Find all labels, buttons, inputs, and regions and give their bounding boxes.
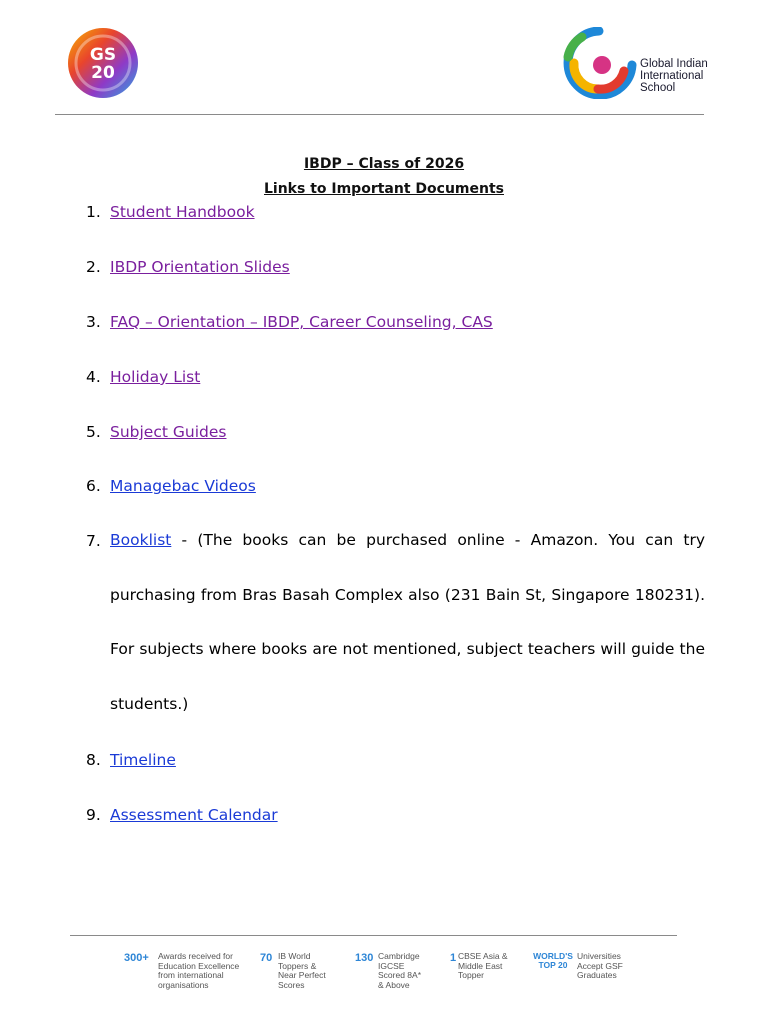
stat-line: Awards received for (158, 951, 233, 961)
list-number: 4. (86, 368, 101, 386)
gs20-logo (67, 27, 139, 99)
list-number: 5. (86, 423, 101, 441)
header-divider (55, 114, 704, 115)
document-subtitle: Links to Important Documents (264, 181, 504, 197)
document-title: IBDP – Class of 2026 (303, 156, 465, 172)
stat-line: Universities (577, 951, 621, 961)
student-handbook-link[interactable]: Student Handbook (110, 203, 255, 221)
faq-orientation-link[interactable]: FAQ – Orientation – IBDP, Career Counseling, CAS (110, 313, 493, 331)
stat-line: Education Excellence (158, 960, 240, 971)
booklist-link[interactable]: Booklist (110, 531, 172, 549)
assessment-calendar-link[interactable]: Assessment Calendar (110, 806, 278, 824)
stat-value: 1 (450, 952, 457, 964)
stat-line: Toppers & (278, 960, 317, 971)
timeline-link[interactable]: Timeline (110, 751, 176, 769)
list-number: 8. (86, 751, 101, 769)
stat-value: 70 (260, 952, 273, 964)
stat-value: 300+ (124, 952, 149, 964)
stat-line: IB World (278, 951, 311, 961)
school-name (640, 58, 708, 94)
stat-description (158, 952, 239, 990)
stat-line: Cambridge (378, 951, 420, 961)
holiday-list-link[interactable]: Holiday List (110, 368, 201, 386)
stat-line: Near Perfect (278, 970, 326, 980)
stat-line: CBSE Asia & (458, 951, 508, 961)
stat-line: Topper (458, 970, 484, 980)
booklist-paragraph (110, 513, 705, 731)
twenty-text: 20 (91, 63, 115, 83)
stat-ib-toppers (260, 950, 350, 1000)
list-number: 7. (86, 532, 101, 550)
stat-cbse (450, 950, 530, 1000)
stat-line: Middle East (458, 960, 503, 971)
stat-description (278, 952, 326, 990)
stat-igcse (355, 950, 445, 1000)
page-header (0, 0, 768, 120)
managebac-videos-link[interactable]: Managebac Videos (110, 477, 256, 495)
stat-description (378, 952, 421, 990)
school-name-line-3: School (640, 82, 676, 94)
stat-value: WORLD'S TOP 20 (533, 951, 573, 970)
booklist-description: - (The books can be purchased online - Amazon. You can try purchasing from Bras Basah Complex also (231 Bain St, Singapore 180231). For subjects where books are not mentioned, subject teachers will guide the students.) (110, 531, 705, 713)
stat-world-top-20 (532, 950, 652, 1000)
stat-line: organisations (158, 979, 209, 990)
stat-value: 130 (355, 952, 374, 964)
footer-stats (118, 950, 678, 1000)
list-number: 9. (86, 806, 101, 824)
list-number: 6. (86, 477, 101, 495)
gs-text: GS (89, 45, 117, 65)
school-logo (562, 27, 722, 99)
footer-divider (70, 935, 677, 936)
list-number: 1. (86, 203, 101, 221)
subject-guides-link[interactable]: Subject Guides (110, 423, 227, 441)
list-number: 2. (86, 258, 101, 276)
orientation-slides-link[interactable]: IBDP Orientation Slides (110, 258, 290, 276)
stat-line: Scored 8A* (378, 970, 421, 980)
stat-line: from international (158, 970, 224, 980)
stat-description (577, 952, 623, 981)
document-title-block (0, 152, 768, 202)
stat-line: Graduates (577, 970, 617, 980)
stat-line: Scores (278, 979, 305, 990)
stat-description (458, 952, 508, 981)
stat-awards (124, 950, 249, 1000)
swirl-logo-icon (562, 27, 638, 99)
list-number: 3. (86, 313, 101, 331)
school-name-line-2: International (640, 70, 704, 82)
school-name-line-1: Global Indian (640, 58, 708, 70)
stat-line: IGCSE (378, 960, 405, 971)
stat-line: Accept GSF (577, 960, 623, 971)
stat-line: & Above (378, 979, 410, 990)
